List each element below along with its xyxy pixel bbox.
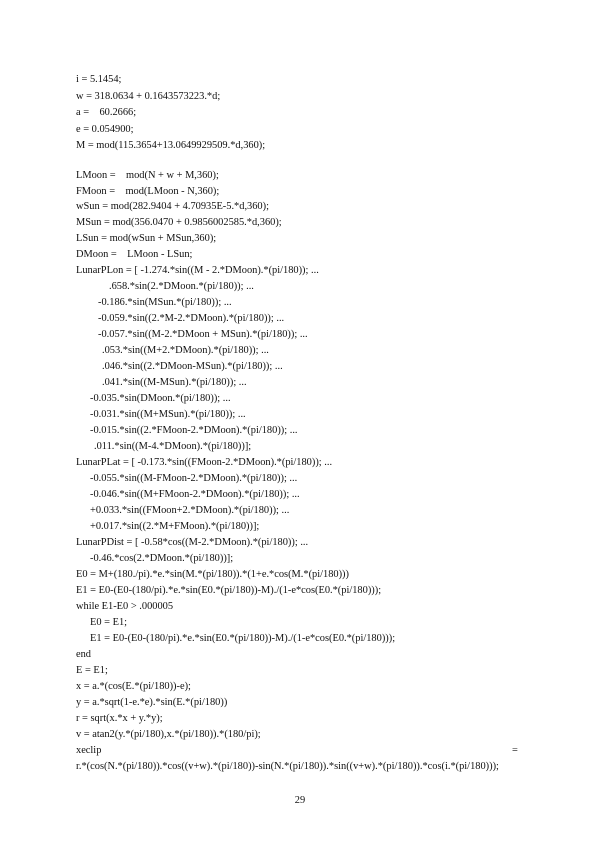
code-line: LunarPLat = [ -0.173.*sin((FMoon-2.*DMoon).*(pi/180)); ... [76, 457, 333, 468]
code-line: E1 = E0-(E0-(180/pi).*e.*sin(E0.*(pi/180))-M)./(1-e*cos(E0.*(pi/180))); [76, 585, 382, 596]
code-line: E = E1; [76, 665, 108, 676]
code-line: end [76, 649, 92, 660]
code-line: w = 318.0634 + 0.1643573223.*d; [76, 91, 221, 102]
code-line: DMoon = LMoon - LSun; [76, 249, 193, 260]
code-line: .053.*sin((M+2.*DMoon).*(pi/180)); ... [102, 345, 269, 356]
code-line: .041.*sin((M-MSun).*(pi/180)); ... [102, 377, 247, 388]
code-line: -0.035.*sin(DMoon.*(pi/180)); ... [90, 393, 231, 404]
code-line: r = sqrt(x.*x + y.*y); [76, 713, 163, 724]
code-line: E0 = E1; [90, 617, 128, 628]
code-line: -0.015.*sin((2.*FMoon-2.*DMoon).*(pi/180)); ... [90, 425, 298, 436]
code-line: -0.031.*sin((M+MSun).*(pi/180)); ... [90, 409, 246, 420]
code-line: .046.*sin((2.*DMoon-MSun).*(pi/180)); ... [102, 361, 283, 372]
code-line: LSun = mod(wSun + MSun,360); [76, 233, 217, 244]
code-line: -0.046.*sin((M+FMoon-2.*DMoon).*(pi/180)); ... [90, 489, 300, 500]
code-line: -0.186.*sin(MSun.*(pi/180)); ... [98, 297, 232, 308]
code-line: v = atan2(y.*(pi/180),x.*(pi/180)).*(180/pi); [76, 729, 261, 740]
page-number: 29 [294, 795, 306, 806]
code-line: wSun = mod(282.9404 + 4.70935E-5.*d,360); [76, 201, 269, 212]
code-line: -0.059.*sin((2.*M-2.*DMoon).*(pi/180)); ... [98, 313, 285, 324]
code-line: xeclip [76, 745, 102, 756]
code-line: +0.017.*sin((2.*M+FMoon).*(pi/180))]; [90, 521, 260, 532]
code-line: +0.033.*sin((FMoon+2.*DMoon).*(pi/180)); ... [90, 505, 290, 516]
code-line: FMoon = mod(LMoon - N,360); [76, 186, 220, 197]
code-line: LunarPLon = [ -1.274.*sin((M - 2.*DMoon).*(pi/180)); ... [76, 265, 319, 276]
code-line: M = mod(115.3654+13.0649929509.*d,360); [76, 140, 266, 151]
code-line: E1 = E0-(E0-(180/pi).*e.*sin(E0.*(pi/180))-M)./(1-e*cos(E0.*(pi/180))); [90, 633, 396, 644]
code-line: while E1-E0 > .000005 [76, 601, 174, 612]
code-line: .658.*sin(2.*DMoon.*(pi/180)); ... [109, 281, 254, 292]
code-line: -0.46.*cos(2.*DMoon.*(pi/180))]; [90, 553, 234, 564]
code-line: -0.057.*sin((M-2.*DMoon + MSun).*(pi/180)); ... [98, 329, 308, 340]
code-line: e = 0.054900; [76, 124, 134, 135]
code-line: MSun = mod(356.0470 + 0.9856002585.*d,360); [76, 217, 282, 228]
code-line: .011.*sin((M-4.*DMoon).*(pi/180))]; [94, 441, 252, 452]
code-line: y = a.*sqrt(1-e.*e).*sin(E.*(pi/180)) [76, 697, 228, 708]
code-line: LMoon = mod(N + w + M,360); [76, 170, 219, 181]
code-line: r.*(cos(N.*(pi/180)).*cos((v+w).*(pi/180))-sin(N.*(pi/180)).*sin((v+w).*(pi/180)).*cos(i.*(pi/180))); [76, 761, 499, 772]
xeclip-equals-sign: = [512, 745, 518, 756]
code-line: E0 = M+(180./pi).*e.*sin(M.*(pi/180)).*(1+e.*cos(M.*(pi/180))) [76, 569, 349, 580]
code-line: -0.055.*sin((M-FMoon-2.*DMoon).*(pi/180)); ... [90, 473, 298, 484]
code-line: a = 60.2666; [76, 107, 137, 118]
code-line: LunarPDist = [ -0.58*cos((M-2.*DMoon).*(pi/180)); ... [76, 537, 309, 548]
code-line: i = 5.1454; [76, 74, 122, 85]
code-line: x = a.*(cos(E.*(pi/180))-e); [76, 681, 191, 692]
